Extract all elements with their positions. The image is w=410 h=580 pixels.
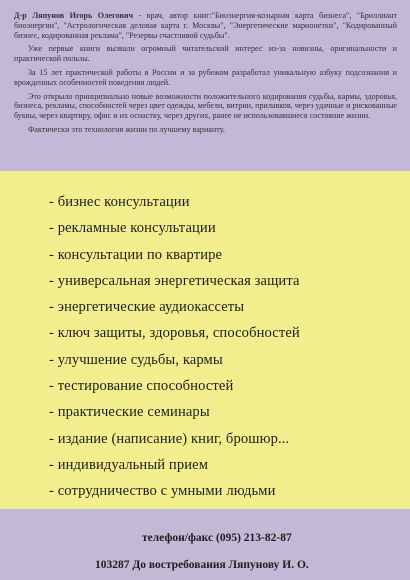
service-item: - бизнес консультации — [49, 194, 190, 210]
service-item: - ключ защиты, здоровья, способностей — [49, 325, 300, 342]
service-item: - улучшение судьбы, кармы — [49, 351, 223, 368]
postal-address: 103287 До востребования Ляпунову И. О. — [95, 559, 309, 571]
bio-paragraph-3: За 15 лет практической работы в России и за рубежом разработал уникальную азбуку подсознания и врожденных особенностей поведения людей. — [14, 67, 397, 87]
service-item: - тестирование способностей — [49, 378, 234, 395]
service-item: - сотрудничество с умными людьми — [49, 483, 276, 500]
author-books: - врач, автор книг:"Биоэнергия-козырная карта бизнеса", "Бриллиант биоэнергии", "Астрологическая деловая карта г. Москвы", "Энергетические марионетки", "Кодированный бизнес, кодированная реклама", "Резервы счастливой судьбы". — [14, 11, 398, 40]
bio-paragraph-2: Уже первые книги вызвали огромный читательский интерес из-за новизны, оригинальности и практической пользы. — [14, 44, 397, 64]
bio-paragraph-4: Это открыло принципиально новые возможности положительного кодирования судьбы, кармы, здоровья, бизнеса, рекламы, способностей через цвет одежды, мебели, витрин, прилавков, через удачные и рискованные буквы, через квартиру, офис и их оснастку, через других, ранее не использовавшиеся состояние жизни. — [14, 91, 397, 121]
author-bio — [0, 0, 410, 170]
services-panel — [0, 171, 410, 509]
bio-paragraph-1 — [14, 11, 397, 40]
contacts-block — [0, 509, 410, 580]
bio-paragraph-5: Фактически это технология жизни по лучшему варианту. — [28, 124, 225, 134]
service-item: - консультации по квартире — [49, 246, 223, 263]
service-item: - издание (написание) книг, брошюр... — [49, 430, 290, 447]
service-item: - рекламные консультации — [49, 220, 216, 237]
author-name: Д-р Ляпунов Игорь Олегович — [14, 11, 134, 20]
services-list — [0, 171, 410, 505]
phone-fax: телефон/факс (095) 213-82-87 — [142, 532, 292, 544]
service-item: - практические семинары — [49, 404, 210, 421]
service-item: - энергетические аудиокассеты — [49, 299, 245, 316]
service-item: - универсальная энергетическая защита — [49, 272, 300, 289]
service-item: - индивидуальный прием — [49, 456, 209, 473]
